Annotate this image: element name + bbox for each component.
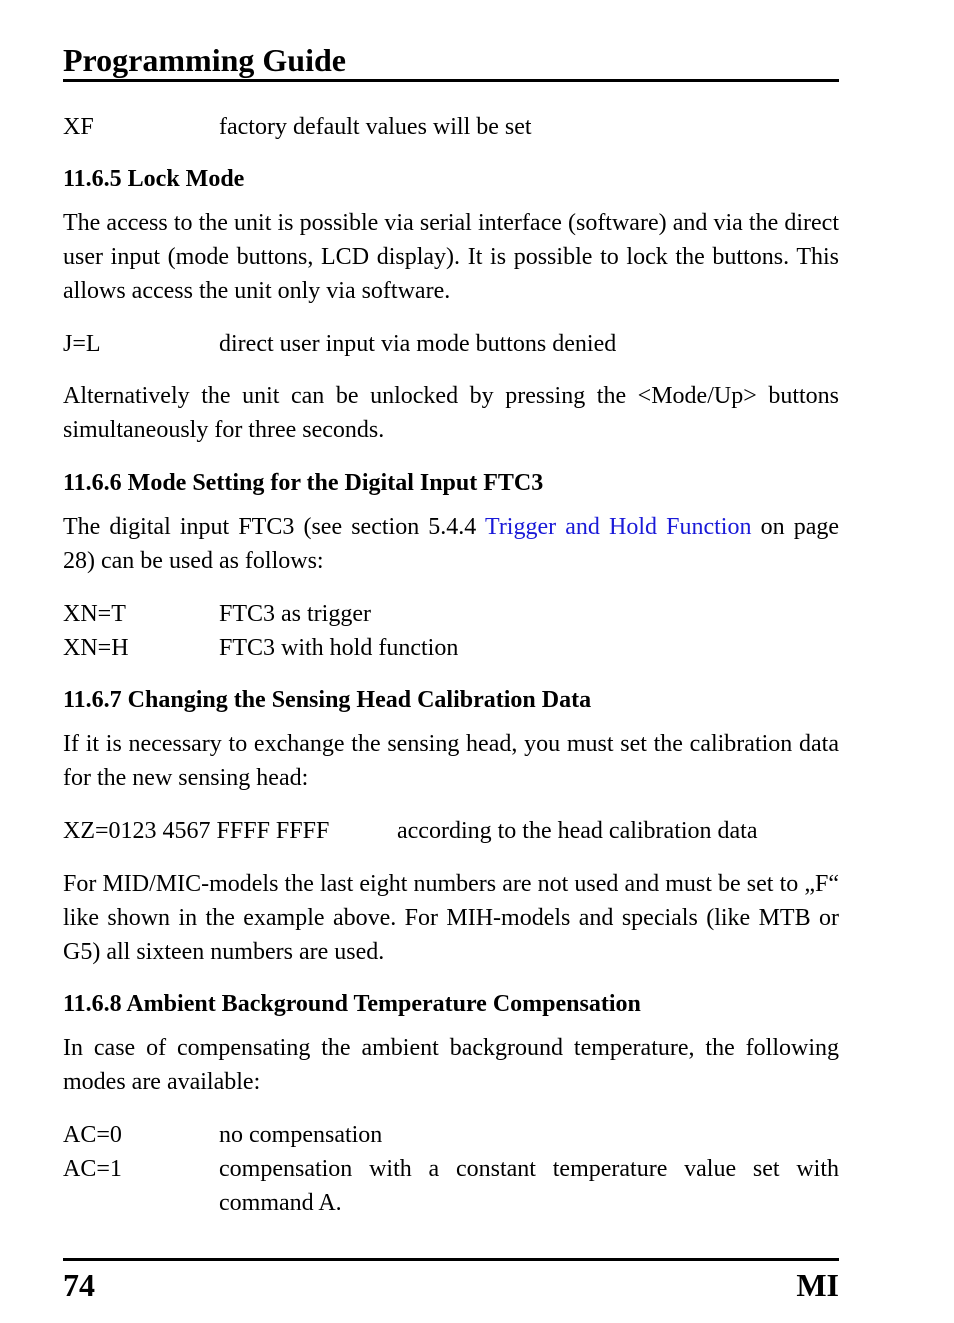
ambient-ac1-description: compensation with a constant temperature value set with command A. xyxy=(219,1156,839,1216)
section-heading-lock-mode: 11.6.5 Lock Mode xyxy=(63,166,245,192)
lock-command-description: direct user input via mode buttons denied xyxy=(219,331,617,357)
page-title: Programming Guide xyxy=(63,42,346,78)
command-description: factory default values will be set xyxy=(219,114,532,140)
section-heading-ambient: 11.6.8 Ambient Background Temperature Compensation xyxy=(63,991,641,1017)
trigger-hold-link[interactable]: Trigger and Hold Function xyxy=(485,514,752,540)
header-rule xyxy=(63,79,839,82)
lock-mode-paragraph: The access to the unit is possible via serial interface (software) and via the direct user input (mode buttons, LCD display). It is possible to lock the buttons. This allows access the unit only via software. xyxy=(63,210,839,304)
calibration-note-paragraph: For MID/MIC-models the last eight numbers are not used and must be set to „F“ like shown in the example above. For MIH-models and specials (like MTB or G5) all sixteen numbers are used. xyxy=(63,871,839,965)
ftc3-hold-description: FTC3 with hold function xyxy=(219,635,459,661)
ftc3-hold-code: XN=H xyxy=(63,635,129,661)
model-label: MI xyxy=(796,1267,839,1303)
footer-rule xyxy=(63,1258,839,1261)
unlock-paragraph: Alternatively the unit can be unlocked by pressing the <Mode/Up> buttons simultaneously for three seconds. xyxy=(63,383,839,443)
section-heading-digital-input: 11.6.6 Mode Setting for the Digital Input FTC3 xyxy=(63,470,544,496)
section-heading-calibration: 11.6.7 Changing the Sensing Head Calibration Data xyxy=(63,687,592,713)
ftc3-trigger-code: XN=T xyxy=(63,601,126,627)
ftc3-trigger-description: FTC3 as trigger xyxy=(219,601,371,627)
ambient-ac0-code: AC=0 xyxy=(63,1122,122,1148)
ambient-paragraph: In case of compensating the ambient background temperature, the following modes are available: xyxy=(63,1035,839,1095)
calibration-paragraph: If it is necessary to exchange the sensing head, you must set the calibration data for the new sensing head: xyxy=(63,731,839,791)
xf-row xyxy=(63,110,219,144)
command-code: XF xyxy=(63,114,94,140)
digital-input-paragraph xyxy=(63,510,839,578)
ambient-ac1-code: AC=1 xyxy=(63,1156,122,1182)
paragraph-text: The digital input FTC3 (see section 5.4.4 xyxy=(63,514,485,540)
lock-command-code: J=L xyxy=(63,331,101,357)
calibration-command-description: according to the head calibration data xyxy=(397,818,758,844)
page-number: 74 xyxy=(63,1267,95,1303)
calibration-command-code: XZ=0123 4567 FFFF FFFF xyxy=(63,818,330,844)
ambient-ac0-description: no compensation xyxy=(219,1122,383,1148)
paragraph-text: on page 28) can be used as follows: xyxy=(63,514,840,574)
